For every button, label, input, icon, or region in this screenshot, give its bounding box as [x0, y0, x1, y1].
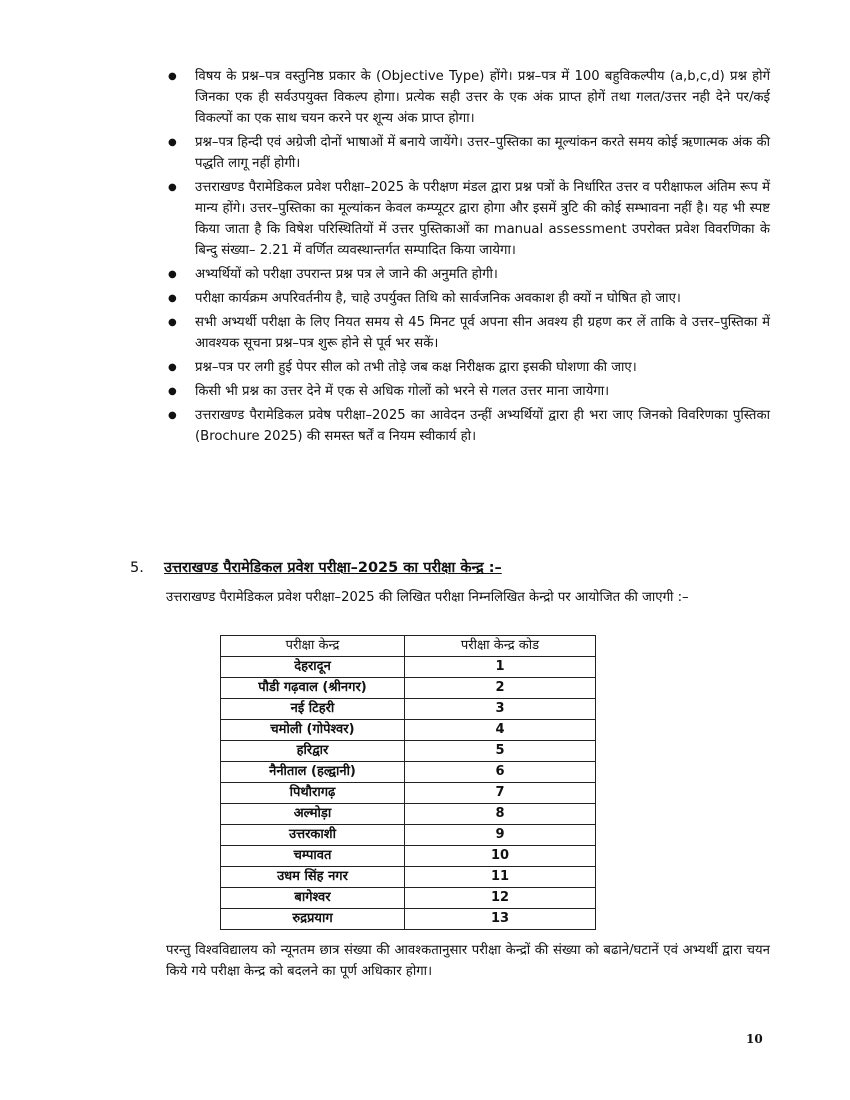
table-row — [221, 825, 596, 846]
instruction-item: ● उत्तराखण्ड पैरामेडिकल प्रवेश परीक्षा–2025 के परीक्षण मंडल द्वारा प्रश्न पत्रों के निर्धारित उत्तर व परीक्षाफल अंतिम रूप में मान्य होंगे। उत्तर–पुस्तिका का मूल्यांकन केवल कम्प्यूटर द्वारा होगा और इसमें त्रुटि की कोई सम्भावना नहीं है। यह भी स्पष्ट किया जाता है कि विषेश परिस्थितियों में उत्तर पुस्तिकाओं का manual assessment उपरोक्त प्रवेश विवरणिका के बिन्दु संख्या– 2.21 में वर्णित व्यवस्थान्तर्गत सम्पादित किया जायेगा। — [166, 177, 770, 261]
center-name: अल्मोड़ा — [221, 804, 405, 825]
exam-centers-table — [220, 635, 596, 930]
section-intro: उत्तराखण्ड पैरामेडिकल प्रवेश परीक्षा–2025 की लिखित परीक्षा निम्नलिखित केन्द्रो पर आयोजित की जाएगी :– — [166, 590, 689, 605]
table-row — [221, 699, 596, 720]
section-number: 5. — [130, 560, 144, 576]
table-row — [221, 804, 596, 825]
instruction-item: ● किसी भी प्रश्न का उत्तर देने में एक से अधिक गोलों को भरने से गलत उत्तर माना जायेगा। — [166, 381, 770, 402]
instruction-item: ● सभी अभ्यर्थी परीक्षा के लिए नियत समय से 45 मिनट पूर्व अपना सीन अवश्य ही ग्रहण कर लें ताकि वे उत्तर–पुस्तिका में आवश्यक सूचना प्रश्न–पत्र शुरू होने से पूर्व भर सकें। — [166, 312, 770, 354]
center-name: पिथौरागढ़ — [221, 783, 405, 804]
center-code: 13 — [405, 909, 596, 930]
center-name: उधम सिंह नगर — [221, 867, 405, 888]
center-code: 11 — [405, 867, 596, 888]
table-row — [221, 867, 596, 888]
instruction-item: ● परीक्षा कार्यक्रम अपरिवर्तनीय है, चाहे उपर्युक्त तिथि को सार्वजनिक अवकाश ही क्यों न घोषित हो जाए। — [166, 288, 770, 309]
instruction-item: ● उत्तराखण्ड पैरामेडिकल प्रवेष परीक्षा–2025 का आवेदन उन्हीं अभ्यर्थियों द्वारा ही भरा जाए जिनको विवरिणका पुस्तिका (Brochure 2025) की समस्त षर्तें व नियम स्वीकार्य हो। — [166, 405, 770, 447]
table-row — [221, 909, 596, 930]
center-name: हरिद्वार — [221, 741, 405, 762]
table-row — [221, 762, 596, 783]
center-name: नैनीताल (हल्द्वानी) — [221, 762, 405, 783]
center-code: 9 — [405, 825, 596, 846]
table-row — [221, 846, 596, 867]
center-code: 7 — [405, 783, 596, 804]
column-header-code: परीक्षा केन्द्र कोड — [405, 636, 596, 657]
center-code: 8 — [405, 804, 596, 825]
center-name: बागेश्वर — [221, 888, 405, 909]
table-header-row — [221, 636, 596, 657]
table-row — [221, 888, 596, 909]
center-code: 4 — [405, 720, 596, 741]
instruction-item: ● प्रश्न–पत्र हिन्दी एवं अग्रेजी दोनों भाषाओं में बनाये जायेंगे। उत्तर–पुस्तिका का मूल्यांकन करते समय कोई ऋणात्मक अंक की पद्धति लागू नहीं होगी। — [166, 132, 770, 174]
center-code: 3 — [405, 699, 596, 720]
column-header-center: परीक्षा केन्द्र — [221, 636, 405, 657]
center-name: रुद्रप्रयाग — [221, 909, 405, 930]
table-row — [221, 741, 596, 762]
center-code: 6 — [405, 762, 596, 783]
center-code: 2 — [405, 678, 596, 699]
page-number: 10 — [746, 1032, 763, 1046]
section-heading — [130, 557, 770, 579]
center-name: नई टिहरी — [221, 699, 405, 720]
center-code: 1 — [405, 657, 596, 678]
center-name: चम्पावत — [221, 846, 405, 867]
instruction-item: ● अभ्यर्थियों को परीक्षा उपरान्त प्रश्न पत्र ले जाने की अनुमति होगी। — [166, 264, 770, 285]
table-row — [221, 720, 596, 741]
instruction-item: ● प्रश्न–पत्र पर लगी हुई पेपर सील को तभी तोड़े जब कक्ष निरीक्षक द्वारा इसकी घोशणा की जाए। — [166, 357, 770, 378]
instruction-item: ● विषय के प्रश्न–पत्र वस्तुनिष्ठ प्रकार के (Objective Type) होंगे। प्रश्न–पत्र में 100 बहुविकल्पीय (a,b,c,d) प्रश्न होगें जिनका एक ही सर्वउपयुक्त विकल्प होगा। प्रत्येक सही उत्तर के एक अंक प्राप्त होगें तथा गलत/उत्तर नही देने पर/कई विकल्पों का एक साथ चयन करने पर शून्य अंक प्राप्त होगा। — [166, 66, 770, 129]
center-code: 12 — [405, 888, 596, 909]
instruction-list — [166, 66, 770, 450]
table-row — [221, 783, 596, 804]
center-name: देहरादून — [221, 657, 405, 678]
center-name: पौडी गढ़वाल (श्रीनगर) — [221, 678, 405, 699]
footnote-paragraph: परन्तु विश्वविद्यालय को न्यूनतम छात्र संख्या की आवश्कतानुसार परीक्षा केन्द्रों की संख्या को बढाने/घटानें एवं अभ्यर्थी द्वारा चयन किये गये परीक्षा केन्द्र को बदलने का पूर्ण अधिकार होगा। — [166, 943, 770, 979]
center-name: उत्तरकाशी — [221, 825, 405, 846]
table-row — [221, 678, 596, 699]
table-row — [221, 657, 596, 678]
center-code: 10 — [405, 846, 596, 867]
center-name: चमोली (गोपेश्वर) — [221, 720, 405, 741]
section-title: उत्तराखण्ड पैरामेडिकल प्रवेश परीक्षा–2025 का परीक्षा केन्द्र :– — [164, 560, 502, 576]
center-code: 5 — [405, 741, 596, 762]
